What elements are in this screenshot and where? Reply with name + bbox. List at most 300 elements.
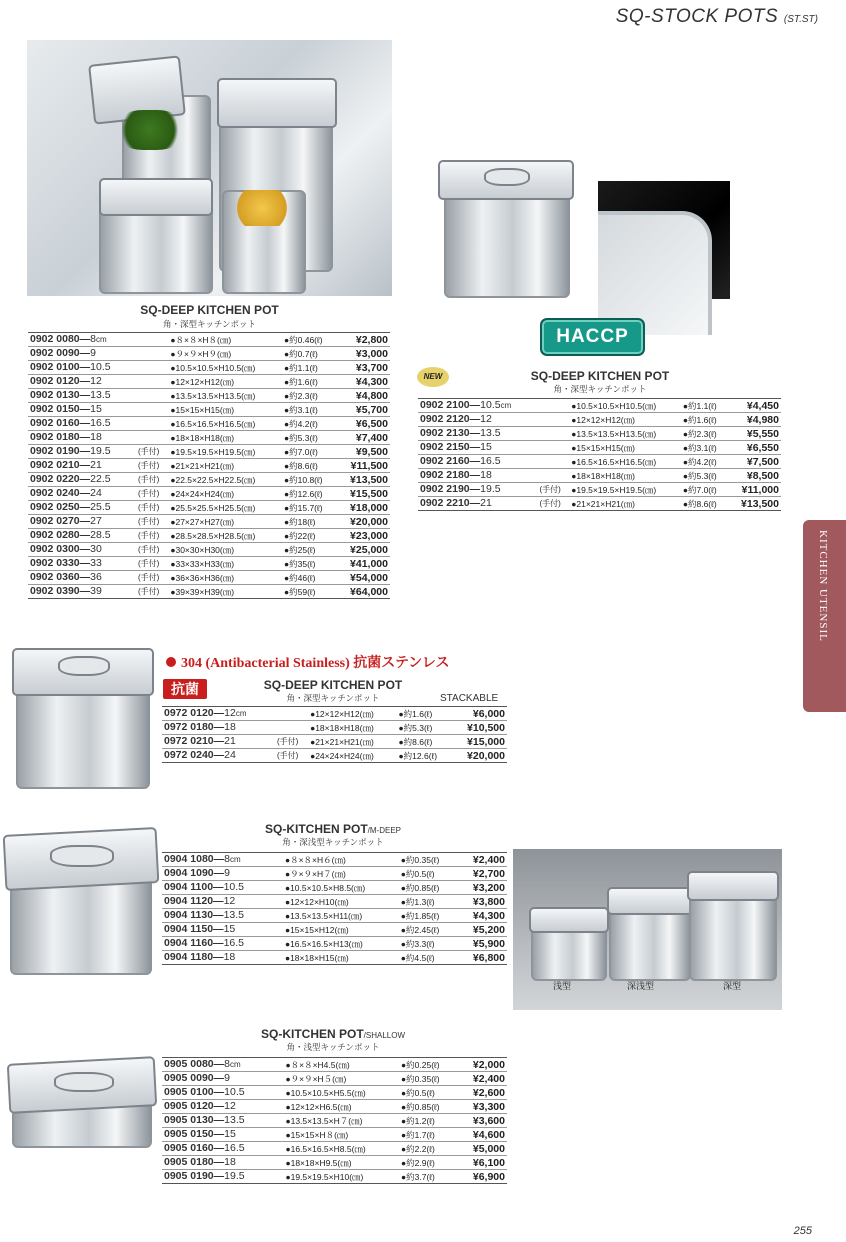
handle-note: (手付) — [276, 736, 299, 746]
dimensions: ●16.5×16.5×H13(㎝) — [284, 938, 363, 949]
dimensions: ●12×12×H12(㎝) — [170, 376, 235, 387]
price: ¥5,550 — [746, 427, 779, 440]
price: ¥15,500 — [350, 487, 388, 500]
deep-pots-photo — [27, 40, 392, 296]
side-tab-label: KITCHEN UTENSIL — [817, 530, 829, 642]
price: ¥4,800 — [355, 389, 388, 402]
table-row — [28, 557, 390, 571]
table-row — [162, 1114, 507, 1128]
product-code: 0905 0120— — [164, 1100, 225, 1112]
price: ¥2,800 — [355, 333, 388, 346]
price: ¥6,550 — [746, 441, 779, 454]
capacity: ●約0.46(ℓ) — [284, 334, 323, 345]
price: ¥3,200 — [472, 881, 505, 894]
product-code: 0902 0330— — [30, 557, 91, 569]
product-code: 0905 0160— — [164, 1142, 225, 1154]
product-code: 0902 0210— — [30, 459, 91, 471]
price: ¥5,000 — [472, 1142, 505, 1155]
page-number: 255 — [793, 1225, 812, 1237]
size-cm: 9 — [224, 867, 230, 879]
capacity: ●約0.35(ℓ) — [400, 854, 440, 865]
dimensions: ●12×12×H10(㎝) — [284, 896, 349, 907]
section1-table — [28, 332, 390, 599]
table-row — [28, 431, 390, 445]
handle-note: (手付) — [138, 558, 160, 568]
table-row — [418, 455, 781, 469]
price: ¥11,000 — [741, 483, 779, 496]
section4-title-suffix: /M-DEEP — [367, 826, 401, 835]
size-unit: cm — [95, 335, 107, 344]
product-code: 0902 0360— — [30, 571, 91, 583]
table-row — [162, 707, 507, 721]
capacity: ●約1.1(ℓ) — [284, 362, 318, 373]
price: ¥5,200 — [472, 923, 505, 936]
price: ¥6,000 — [472, 707, 505, 720]
dimensions: ●13.5×13.5×H13.5(㎝) — [170, 390, 256, 401]
capacity: ●約5.3(ℓ) — [284, 432, 318, 443]
header-title: SQ-STOCK POTS — [615, 6, 779, 27]
table-row — [28, 459, 390, 473]
product-code: 0902 2130— — [420, 427, 481, 439]
capacity: ●約8.6(ℓ) — [398, 736, 433, 747]
price: ¥13,500 — [350, 473, 388, 486]
haccp-badge: HACCP — [540, 318, 645, 356]
price: ¥6,100 — [472, 1156, 505, 1169]
product-code: 0902 0270— — [30, 515, 91, 527]
product-code: 0904 1100— — [164, 881, 224, 893]
size-cm: 22.5 — [90, 473, 111, 485]
capacity: ●約35(ℓ) — [284, 558, 316, 569]
capacity: ●約1.6(ℓ) — [682, 414, 717, 425]
section5-subtitle: 角・浅型キッチンポット — [286, 1042, 380, 1052]
dimensions: ●９×９×H７(㎝) — [284, 868, 346, 879]
capacity: ●約4.2(ℓ) — [284, 418, 318, 429]
price: ¥4,300 — [355, 375, 388, 388]
capacity: ●約3.3(ℓ) — [400, 938, 435, 949]
dimensions: ●９×９×H９(㎝) — [170, 348, 232, 359]
table-row — [28, 375, 390, 389]
dimensions: ●18×18×H15(㎝) — [284, 952, 349, 963]
dimensions: ●10.5×10.5×H5.5(㎝) — [285, 1087, 366, 1098]
dimensions: ●10.5×10.5×H10.5(㎝) — [571, 400, 657, 411]
dimensions: ●30×30×H30(㎝) — [170, 544, 235, 555]
price: ¥2,600 — [472, 1086, 505, 1099]
header-subtitle: (ST.ST) — [783, 14, 818, 25]
price: ¥9,500 — [355, 445, 388, 458]
dimensions: ●21×21×H21(㎝) — [170, 460, 235, 471]
size-cm: 18 — [90, 431, 102, 443]
table-row — [28, 333, 390, 347]
price: ¥18,000 — [350, 501, 388, 514]
dimensions: ●16.5×16.5×H8.5(㎝) — [285, 1143, 366, 1154]
dimensions: ●21×21×H21(㎝) — [310, 736, 374, 747]
capacity: ●約2.3(ℓ) — [284, 390, 318, 401]
size-cm: 13.5 — [224, 1114, 245, 1126]
table-row — [28, 529, 390, 543]
price: ¥64,000 — [350, 585, 388, 598]
caption-medium-deep: 深浅型 — [627, 981, 655, 991]
handle-note: (手付) — [138, 446, 160, 456]
product-code: 0904 1080— — [164, 853, 225, 865]
capacity: ●約2.2(ℓ) — [401, 1143, 435, 1154]
capacity: ●約7.0(ℓ) — [682, 484, 717, 495]
shallow-pot-photo — [6, 1052, 156, 1147]
size-cm: 18 — [224, 721, 236, 733]
antibacterial-heading-text: 304 (Antibacterial Stainless) 抗菌ステンレス — [181, 656, 450, 671]
product-code: 0905 0080— — [164, 1058, 225, 1070]
size-cm: 19.5 — [90, 445, 111, 457]
dimensions: ●18×18×H18(㎝) — [571, 470, 635, 481]
dimensions: ●19.5×19.5×H10(㎝) — [285, 1171, 364, 1182]
section4-title — [208, 822, 458, 836]
size-cm: 16.5 — [224, 1142, 245, 1154]
product-code: 0972 0210— — [164, 735, 225, 747]
capacity: ●約7.0(ℓ) — [284, 446, 318, 457]
capacity: ●約0.7(ℓ) — [284, 348, 318, 359]
table-row — [418, 399, 781, 413]
capacity: ●約2.45(ℓ) — [400, 924, 440, 935]
table-row — [162, 735, 507, 749]
section1-subtitle: 角・深型キッチンポット — [163, 319, 256, 329]
size-cm: 33 — [90, 557, 102, 569]
section5-table — [162, 1057, 507, 1184]
dimensions: ●15×15×H12(㎝) — [284, 924, 349, 935]
antibacterial-heading — [166, 652, 450, 672]
section2-table — [418, 398, 781, 511]
capacity: ●約12.6(ℓ) — [398, 750, 438, 761]
dimensions: ●９×９×H５(㎝) — [285, 1073, 347, 1084]
table-row — [162, 749, 507, 763]
product-code: 0902 2120— — [420, 413, 481, 425]
dimensions: ●８×８×H4.5(㎝) — [285, 1059, 350, 1070]
capacity: ●約1.7(ℓ) — [401, 1129, 435, 1140]
size-cm: 24 — [90, 487, 102, 499]
capacity: ●約1.85(ℓ) — [400, 910, 440, 921]
capacity: ●約0.85(ℓ) — [401, 1101, 440, 1112]
product-code: 0902 0150— — [30, 403, 91, 415]
handle-note: (手付) — [138, 544, 160, 554]
table-row — [28, 487, 390, 501]
size-cm: 24 — [224, 749, 236, 761]
handle-note: (手付) — [138, 460, 160, 470]
size-cm: 9 — [224, 1072, 230, 1084]
dimensions: ●12×12×H12(㎝) — [310, 708, 374, 719]
table-row — [418, 497, 781, 511]
handle-note: (手付) — [276, 750, 299, 760]
price: ¥3,600 — [472, 1114, 505, 1127]
size-cm: 12 — [224, 707, 236, 719]
size-unit: cm — [235, 709, 247, 718]
size-cm: 15 — [90, 403, 102, 415]
capacity: ●約12.6(ℓ) — [284, 488, 323, 499]
size-unit: cm — [229, 855, 241, 864]
handle-note: (手付) — [539, 484, 561, 494]
table-row — [28, 389, 390, 403]
handle-note: (手付) — [138, 586, 160, 596]
dimensions: ●15×15×H15(㎝) — [571, 442, 635, 453]
table-row — [162, 1170, 507, 1184]
size-cm: 19.5 — [480, 483, 501, 495]
new-pot-photo — [436, 154, 576, 299]
product-code: 0972 0180— — [164, 721, 225, 733]
price: ¥2,400 — [472, 1072, 505, 1085]
bullet-dot-icon — [166, 657, 176, 667]
new-badge: NEW — [417, 367, 449, 387]
antibacterial-badge: 抗菌 — [163, 679, 207, 699]
size-cm: 27 — [90, 515, 102, 527]
size-cm: 12 — [224, 1100, 236, 1112]
product-code: 0902 0090— — [30, 347, 91, 359]
dimensions: ●24×24×H24(㎝) — [310, 750, 374, 761]
rim-closeup-photo — [598, 181, 730, 299]
dimensions: ●28.5×28.5×H28.5(㎝) — [170, 530, 256, 541]
capacity: ●約18(ℓ) — [284, 516, 316, 527]
size-cm: 12 — [480, 413, 492, 425]
product-code: 0902 0220— — [30, 473, 91, 485]
size-cm: 15 — [480, 441, 492, 453]
section2-subtitle: 角・深型キッチンポット — [553, 384, 647, 394]
caption-shallow: 浅型 — [553, 981, 572, 991]
three-pot-types-photo — [513, 849, 782, 1010]
product-code: 0902 0280— — [30, 529, 91, 541]
table-row — [418, 413, 781, 427]
dimensions: ●12×12×H6.5(㎝) — [285, 1101, 352, 1112]
section5-title-suffix: /SHALLOW — [363, 1031, 405, 1040]
dimensions: ●19.5×19.5×H19.5(㎝) — [170, 446, 256, 457]
size-cm: 16.5 — [480, 455, 501, 467]
product-code: 0972 0240— — [164, 749, 225, 761]
product-code: 0904 1120— — [164, 895, 224, 907]
section4-title-main: SQ-KITCHEN POT — [264, 822, 368, 836]
dimensions: ●16.5×16.5×H16.5(㎝) — [170, 418, 256, 429]
table-row — [162, 909, 507, 923]
product-code: 0902 0100— — [30, 361, 91, 373]
product-code: 0902 2160— — [420, 455, 481, 467]
dimensions: ●10.5×10.5×H10.5(㎝) — [170, 362, 256, 373]
section4-table — [162, 852, 507, 965]
price: ¥3,300 — [472, 1100, 505, 1113]
price: ¥20,000 — [350, 515, 388, 528]
capacity: ●約25(ℓ) — [284, 544, 316, 555]
section3-title: SQ-DEEP KITCHEN POT — [263, 678, 403, 692]
capacity: ●約5.3(ℓ) — [398, 722, 433, 733]
section4-subtitle: 角・深浅型キッチンポット — [282, 837, 384, 847]
dimensions: ●18×18×H18(㎝) — [170, 432, 235, 443]
price: ¥7,500 — [746, 455, 779, 468]
dimensions: ●８×８×H８(㎝) — [170, 334, 232, 345]
capacity: ●約3.7(ℓ) — [401, 1171, 435, 1182]
price: ¥25,000 — [350, 543, 388, 556]
product-code: 0905 0150— — [164, 1128, 225, 1140]
capacity: ●約0.5(ℓ) — [400, 868, 435, 879]
capacity: ●約4.2(ℓ) — [682, 456, 717, 467]
product-code: 0902 2190— — [420, 483, 481, 495]
table-row — [162, 1086, 507, 1100]
dimensions: ●10.5×10.5×H8.5(㎝) — [284, 882, 366, 893]
size-cm: 10.5 — [90, 361, 111, 373]
table-row — [162, 721, 507, 735]
dimensions: ●16.5×16.5×H16.5(㎝) — [571, 456, 657, 467]
product-code: 0902 0130— — [30, 389, 91, 401]
dimensions: ●８×８×H６(㎝) — [284, 854, 346, 865]
size-cm: 8 — [90, 333, 96, 345]
capacity: ●約46(ℓ) — [284, 572, 316, 583]
size-cm: 12 — [90, 375, 102, 387]
capacity: ●約0.5(ℓ) — [401, 1087, 435, 1098]
capacity: ●約0.25(ℓ) — [401, 1059, 440, 1070]
price: ¥7,400 — [355, 431, 388, 444]
price: ¥10,500 — [467, 721, 505, 734]
price: ¥4,450 — [746, 399, 779, 412]
handle-note: (手付) — [138, 474, 160, 484]
table-row — [162, 881, 507, 895]
size-cm: 19.5 — [224, 1170, 245, 1182]
handle-note: (手付) — [138, 530, 160, 540]
table-row — [162, 1142, 507, 1156]
table-row — [162, 895, 507, 909]
table-row — [162, 937, 507, 951]
size-cm: 8 — [224, 853, 230, 865]
size-cm: 18 — [480, 469, 492, 481]
size-cm: 10.5 — [223, 881, 244, 893]
product-code: 0902 0190— — [30, 445, 91, 457]
product-code: 0902 0160— — [30, 417, 91, 429]
size-cm: 18 — [224, 1156, 236, 1168]
table-row — [162, 1058, 507, 1072]
size-cm: 21 — [224, 735, 236, 747]
product-code: 0905 0180— — [164, 1156, 225, 1168]
dimensions: ●15×15×H15(㎝) — [170, 404, 235, 415]
capacity: ●約2.3(ℓ) — [682, 428, 717, 439]
price: ¥2,700 — [472, 867, 505, 880]
size-cm: 13.5 — [480, 427, 501, 439]
handle-note: (手付) — [138, 572, 160, 582]
product-code: 0905 0130— — [164, 1114, 225, 1126]
product-code: 0902 2180— — [420, 469, 481, 481]
table-row — [162, 951, 507, 965]
page-header — [616, 6, 818, 28]
product-code: 0972 0120— — [164, 707, 225, 719]
table-row — [162, 1156, 507, 1170]
dimensions: ●13.5×13.5×H11(㎝) — [284, 910, 363, 921]
capacity: ●約1.6(ℓ) — [284, 376, 318, 387]
table-row — [28, 543, 390, 557]
table-row — [162, 1100, 507, 1114]
product-code: 0904 1160— — [164, 937, 224, 949]
product-code: 0902 2150— — [420, 441, 481, 453]
dimensions: ●39×39×H39(㎝) — [170, 586, 235, 597]
dimensions: ●12×12×H12(㎝) — [571, 414, 635, 425]
dimensions: ●22.5×22.5×H22.5(㎝) — [170, 474, 256, 485]
price: ¥41,000 — [350, 557, 388, 570]
capacity: ●約22(ℓ) — [284, 530, 316, 541]
dimensions: ●13.5×13.5×H13.5(㎝) — [571, 428, 657, 439]
size-cm: 8 — [224, 1058, 230, 1070]
price: ¥6,500 — [355, 417, 388, 430]
capacity: ●約1.2(ℓ) — [401, 1115, 435, 1126]
table-row — [28, 571, 390, 585]
table-row — [162, 867, 507, 881]
dimensions: ●25.5×25.5×H25.5(㎝) — [170, 502, 256, 513]
size-cm: 15 — [224, 1128, 236, 1140]
table-row — [28, 585, 390, 599]
table-row — [162, 1072, 507, 1086]
dimensions: ●21×21×H21(㎝) — [571, 498, 635, 509]
size-cm: 12 — [223, 895, 236, 907]
price: ¥6,800 — [472, 951, 505, 964]
capacity: ●約2.9(ℓ) — [401, 1157, 435, 1168]
size-cm: 10.5 — [480, 399, 501, 411]
dimensions: ●19.5×19.5×H19.5(㎝) — [571, 484, 657, 495]
product-code: 0904 1180— — [164, 951, 224, 963]
price: ¥2,000 — [472, 1058, 505, 1071]
size-cm: 13.5 — [223, 909, 244, 921]
stackable-label: STACKABLE — [440, 693, 499, 704]
price: ¥20,000 — [467, 749, 505, 762]
price: ¥6,900 — [472, 1170, 505, 1183]
capacity: ●約10.8(ℓ) — [284, 474, 323, 485]
product-code: 0902 0390— — [30, 585, 91, 597]
size-cm: 16.5 — [223, 937, 244, 949]
table-row — [28, 347, 390, 361]
capacity: ●約5.3(ℓ) — [682, 470, 717, 481]
section3-table — [162, 706, 507, 763]
size-cm: 9 — [90, 347, 96, 359]
price: ¥13,500 — [741, 497, 779, 510]
price: ¥11,500 — [350, 459, 388, 472]
table-row — [162, 1128, 507, 1142]
size-unit: cm — [229, 1060, 241, 1069]
price: ¥3,700 — [355, 361, 388, 374]
capacity: ●約15.7(ℓ) — [284, 502, 323, 513]
mdeep-pot-photo — [2, 825, 157, 975]
price: ¥5,900 — [472, 937, 505, 950]
handle-note: (手付) — [138, 488, 160, 498]
size-cm: 18 — [223, 951, 236, 963]
section5-title-main: SQ-KITCHEN POT — [260, 1027, 364, 1041]
section2-title: SQ-DEEP KITCHEN POT — [530, 369, 670, 383]
handle-note: (手付) — [138, 516, 160, 526]
product-code: 0905 0190— — [164, 1170, 225, 1182]
capacity: ●約8.6(ℓ) — [682, 498, 717, 509]
price: ¥8,500 — [746, 469, 779, 482]
price: ¥4,300 — [472, 909, 505, 922]
size-cm: 21 — [480, 497, 492, 509]
table-row — [28, 403, 390, 417]
size-cm: 36 — [90, 571, 102, 583]
table-row — [418, 483, 781, 497]
capacity: ●約1.3(ℓ) — [400, 896, 435, 907]
price: ¥23,000 — [350, 529, 388, 542]
capacity: ●約1.1(ℓ) — [682, 400, 717, 411]
product-code: 0902 2100— — [420, 399, 481, 411]
dimensions: ●27×27×H27(㎝) — [170, 516, 235, 527]
table-row — [28, 501, 390, 515]
capacity: ●約0.35(ℓ) — [401, 1073, 440, 1084]
dimensions: ●18×18×H9.5(㎝) — [285, 1157, 352, 1168]
table-row — [418, 469, 781, 483]
table-row — [418, 427, 781, 441]
product-code: 0902 0250— — [30, 501, 91, 513]
size-unit: cm — [500, 401, 512, 410]
antibacterial-pot-photo — [10, 642, 155, 787]
capacity: ●約8.6(ℓ) — [284, 460, 318, 471]
price: ¥4,980 — [746, 413, 779, 426]
size-cm: 25.5 — [90, 501, 111, 513]
product-code: 0902 0300— — [30, 543, 91, 555]
size-cm: 10.5 — [224, 1086, 245, 1098]
table-row — [418, 441, 781, 455]
